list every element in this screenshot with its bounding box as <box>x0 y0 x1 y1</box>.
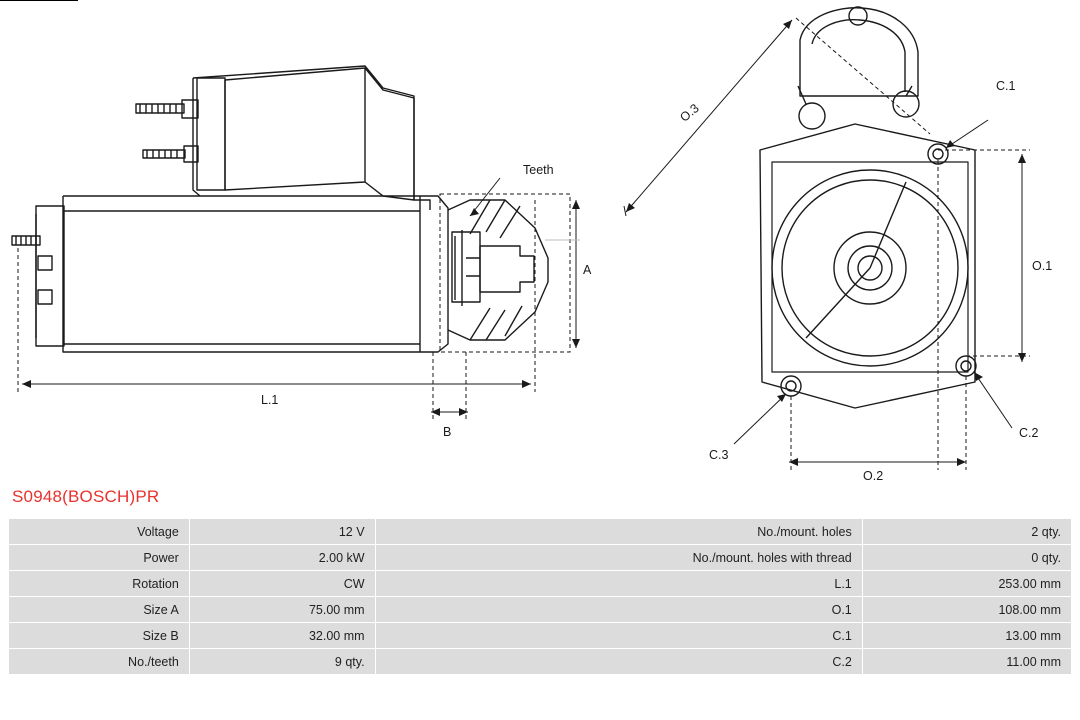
front-view-dimensions <box>624 18 1030 470</box>
table-row <box>9 649 1072 675</box>
spec-value: 2.00 kW <box>189 545 375 571</box>
spec-label: Voltage <box>9 519 190 545</box>
specifications-table <box>8 518 1072 675</box>
label-o1: O.1 <box>1032 259 1053 273</box>
spec-label-secondary: C.2 <box>375 649 862 675</box>
spec-label-secondary: L.1 <box>375 571 862 597</box>
spec-rows <box>9 519 1072 675</box>
spec-label-secondary: O.1 <box>375 597 862 623</box>
label-b: B <box>443 425 452 439</box>
spec-label-secondary: No./mount. holes <box>375 519 862 545</box>
spec-value: 75.00 mm <box>189 597 375 623</box>
side-view <box>12 66 548 352</box>
spec-value-secondary: 11.00 mm <box>862 649 1071 675</box>
table-row <box>9 597 1072 623</box>
spec-label: Power <box>9 545 190 571</box>
label-c2: C.2 <box>1019 426 1039 440</box>
spec-value: 12 V <box>189 519 375 545</box>
table-row <box>9 571 1072 597</box>
spec-value-secondary: 2 qty. <box>862 519 1071 545</box>
spec-value-secondary: 0 qty. <box>862 545 1071 571</box>
spec-label: Size A <box>9 597 190 623</box>
spec-label: Size B <box>9 623 190 649</box>
spec-value-secondary: 13.00 mm <box>862 623 1071 649</box>
label-l1: L.1 <box>261 393 279 407</box>
table-row <box>9 623 1072 649</box>
table-row <box>9 519 1072 545</box>
spec-label: No./teeth <box>9 649 190 675</box>
label-teeth: Teeth <box>523 163 554 177</box>
spec-value: CW <box>189 571 375 597</box>
spec-label: Rotation <box>9 571 190 597</box>
label-a: A <box>583 263 592 277</box>
front-view <box>760 7 976 408</box>
spec-value: 32.00 mm <box>189 623 375 649</box>
label-c3: C.3 <box>709 448 729 462</box>
spec-label-secondary: C.1 <box>375 623 862 649</box>
spec-label-secondary: No./mount. holes with thread <box>375 545 862 571</box>
table-row <box>9 545 1072 571</box>
label-o2: O.2 <box>863 469 884 483</box>
spec-value: 9 qty. <box>189 649 375 675</box>
spec-value-secondary: 253.00 mm <box>862 571 1071 597</box>
spec-value-secondary: 108.00 mm <box>862 597 1071 623</box>
part-title: S0948(BOSCH)PR <box>12 487 160 506</box>
label-c1: C.1 <box>996 79 1016 93</box>
label-o3: O.3 <box>677 101 702 125</box>
